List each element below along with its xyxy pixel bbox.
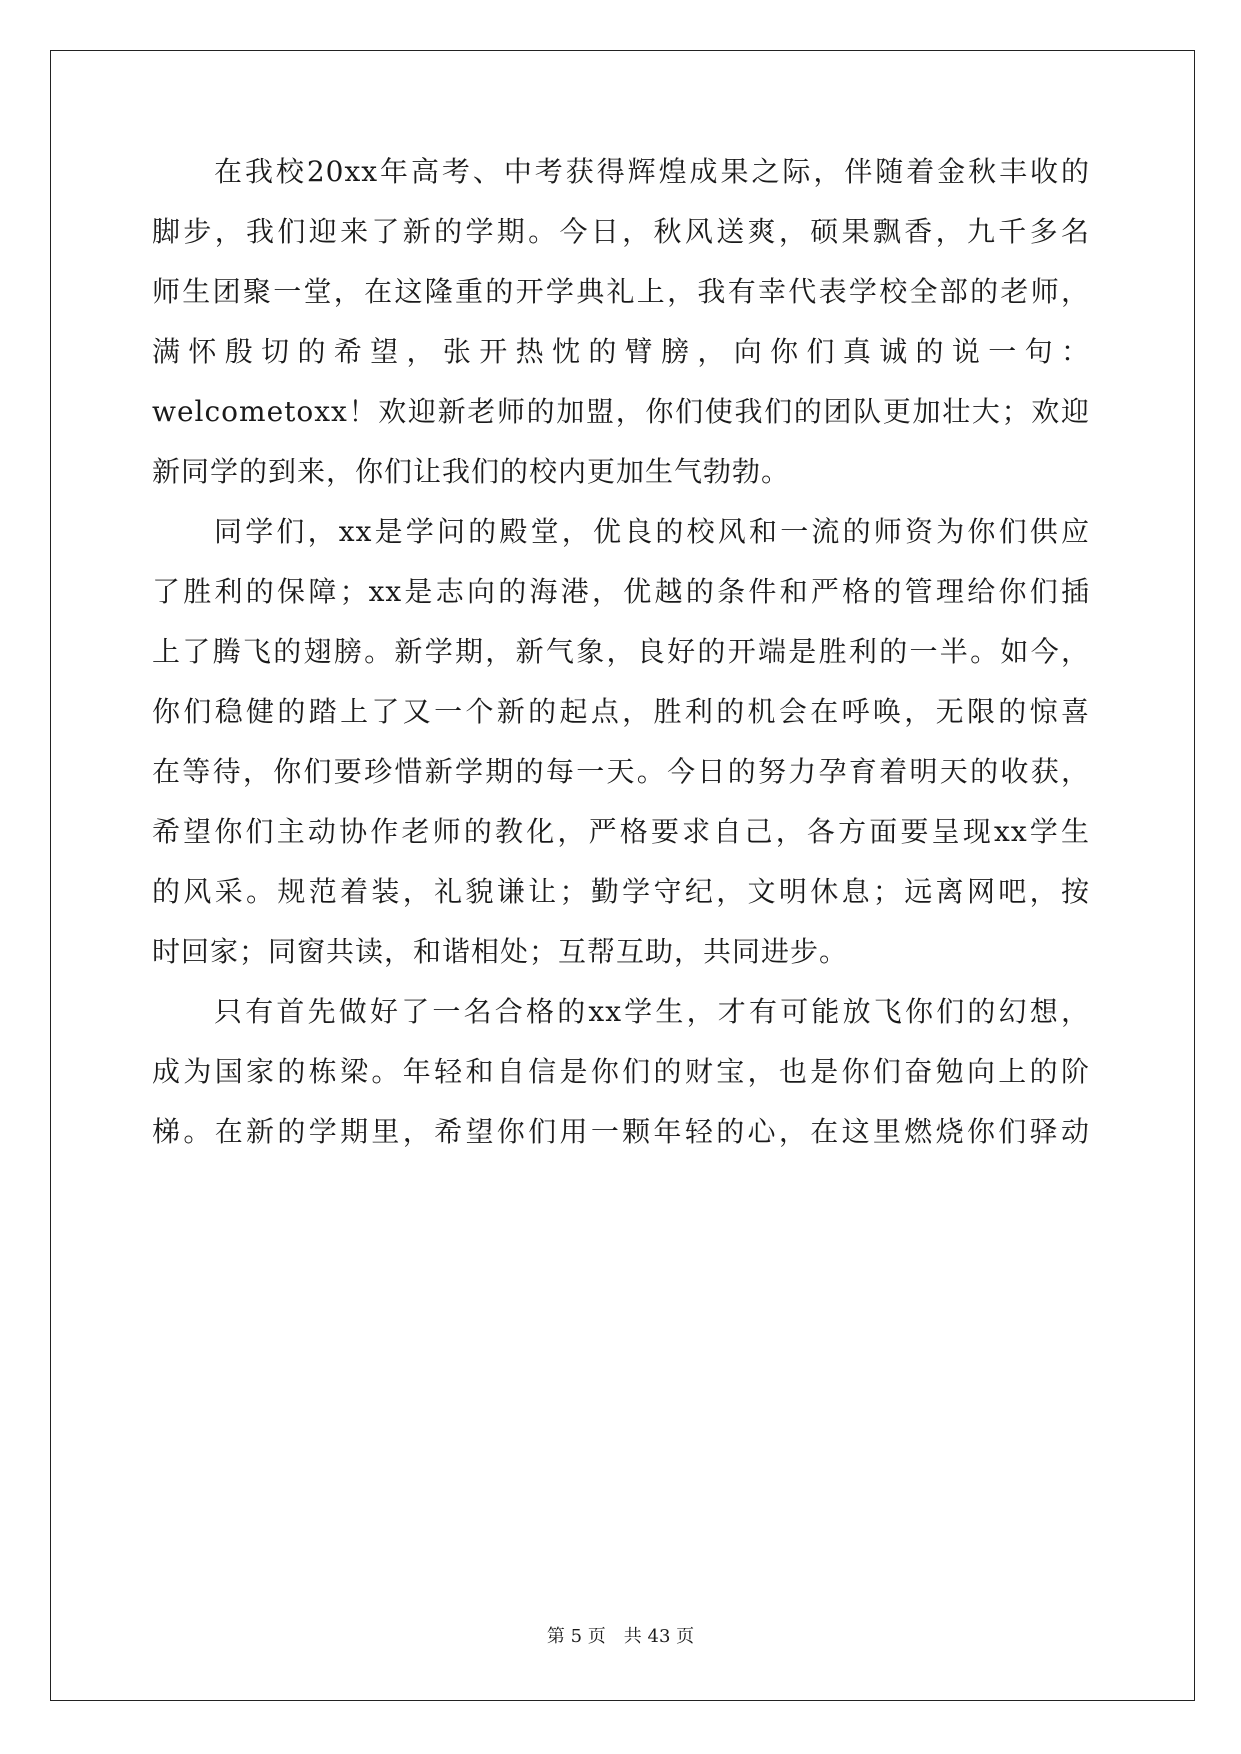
paragraph-2-line-7: 的风采。规范着装，礼貌谦让；勤学守纪，文明休息；远离网吧，按	[152, 875, 1090, 908]
paragraph-1-line-3: 师生团聚一堂，在这隆重的开学典礼上，我有幸代表学校全部的老师，	[152, 275, 1090, 308]
paragraph-2-line-8: 时回家；同窗共读，和谐相处；互帮互助，共同进步。	[152, 935, 849, 968]
paragraph-2-line-2: 了胜利的保障；xx是志向的海港，优越的条件和严格的管理给你们插	[152, 575, 1090, 608]
paragraph-3-line-3: 梯。在新的学期里，希望你们用一颗年轻的心，在这里燃烧你们驿动	[152, 1115, 1090, 1148]
paragraph-1-line-5: welcometoxx！欢迎新老师的加盟，你们使我们的团队更加壮大；欢迎	[152, 395, 1090, 428]
paragraph-1-line-6: 新同学的到来，你们让我们的校内更加生气勃勃。	[152, 455, 791, 488]
paragraph-1-line-2: 脚步，我们迎来了新的学期。今日，秋风送爽，硕果飘香，九千多名	[152, 215, 1090, 248]
paragraph-3-line-2: 成为国家的栋梁。年轻和自信是你们的财宝，也是你们奋勉向上的阶	[152, 1055, 1090, 1088]
paragraph-2-line-6: 希望你们主动协作老师的教化，严格要求自己，各方面要呈现xx学生	[152, 815, 1090, 848]
paragraph-1-line-4: 满怀殷切的希望，张开热忱的臂膀，向你们真诚的说一句：	[152, 335, 1090, 368]
paragraph-3-line-1: 只有首先做好了一名合格的xx学生，才有可能放飞你们的幻想，	[214, 995, 1090, 1028]
paragraph-2-line-1: 同学们，xx是学问的殿堂，优良的校风和一流的师资为你们供应	[214, 515, 1090, 548]
paragraph-1-line-1: 在我校20xx年高考、中考获得辉煌成果之际，伴随着金秋丰收的	[214, 155, 1090, 188]
paragraph-2-line-3: 上了腾飞的翅膀。新学期，新气象，良好的开端是胜利的一半。如今，	[152, 635, 1090, 668]
paragraph-2-line-4: 你们稳健的踏上了又一个新的起点，胜利的机会在呼唤，无限的惊喜	[152, 695, 1090, 728]
page-number-footer: 第 5 页 共 43 页	[546, 1626, 695, 1647]
paragraph-2-line-5: 在等待，你们要珍惜新学期的每一天。今日的努力孕育着明天的收获，	[152, 755, 1090, 788]
